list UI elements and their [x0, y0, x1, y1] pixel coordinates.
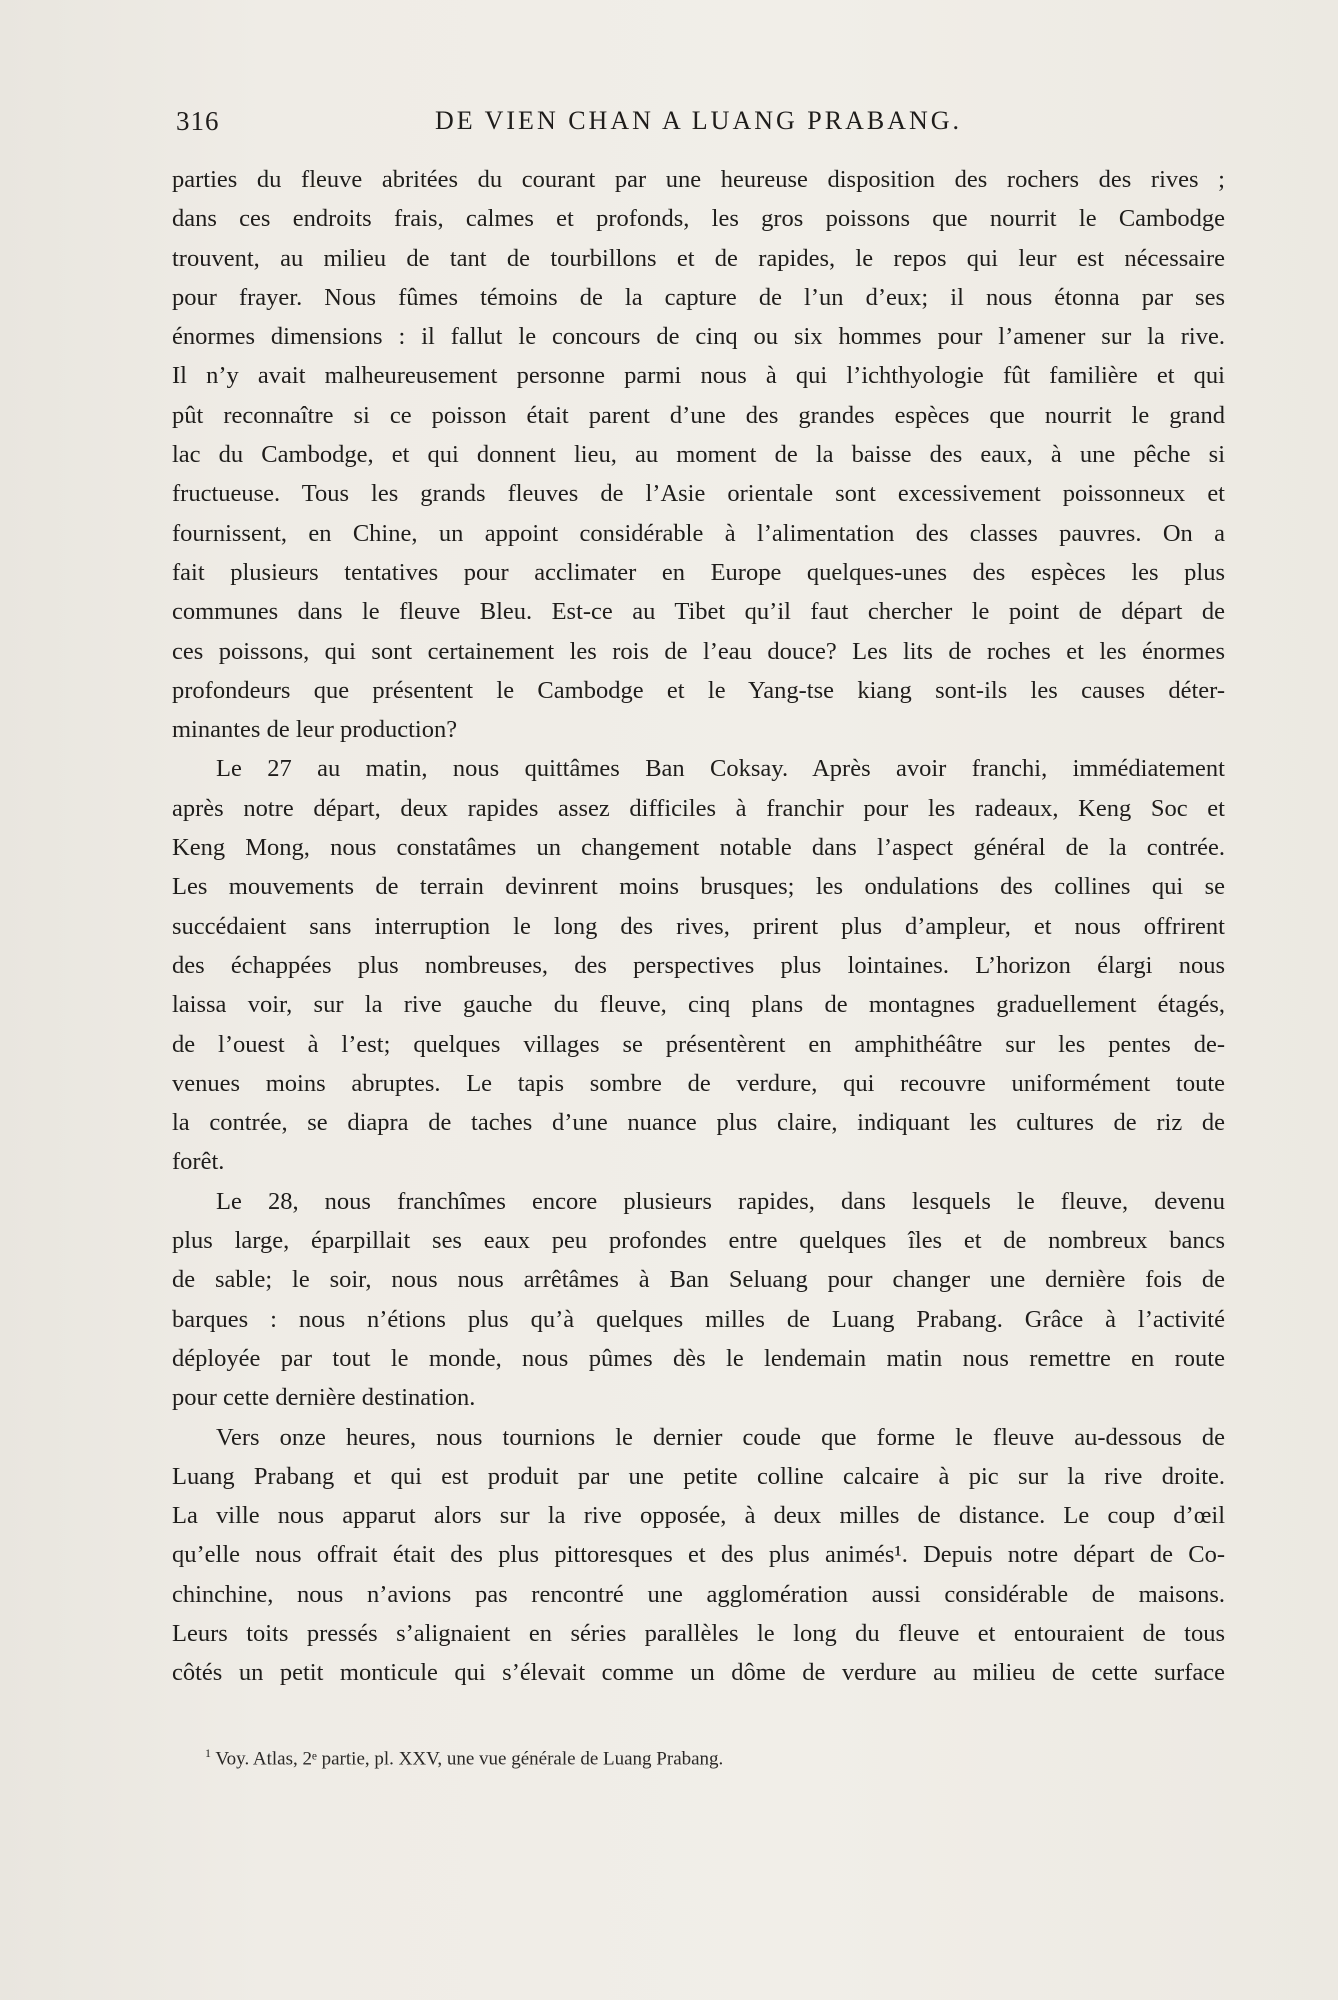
text-line: la contrée, se diapra de taches d’une nuance plus claire, indiquant les cultures de riz de	[172, 1109, 1225, 1137]
footnote-marker: 1	[205, 1746, 211, 1760]
text-line: de l’ouest à l’est; quelques villages se présentèrent en amphithéâtre sur les pentes de-	[172, 1030, 1225, 1058]
text-line: minantes de leur production?	[172, 716, 458, 744]
text-line: fructueuse. Tous les grands fleuves de l’Asie orientale sont excessivement poissonneux et	[172, 480, 1225, 508]
footnote-text: Voy. Atlas, 2ᵉ partie, pl. XXV, une vue générale de Luang Prabang.	[211, 1748, 724, 1770]
text-line: Le 28, nous franchîmes encore plusieurs rapides, dans lesquels le fleuve, devenu	[216, 1187, 1225, 1215]
paragraph	[172, 160, 1225, 749]
paragraph	[172, 1418, 1225, 1693]
text-line: plus large, éparpillait ses eaux peu profondes entre quelques îles et de nombreux bancs	[172, 1227, 1225, 1255]
paragraph	[172, 749, 1225, 1181]
text-line: ces poissons, qui sont certainement les rois de l’eau douce? Les lits de roches et les énormes	[172, 637, 1225, 665]
text-line: des échappées plus nombreuses, des perspectives plus lointaines. L’horizon élargi nous	[172, 951, 1225, 979]
text-line: profondeurs que présentent le Cambodge et le Yang-tse kiang sont-ils les causes déter-	[172, 676, 1225, 704]
text-line: parties du fleuve abritées du courant par une heureuse disposition des rochers des rives ;	[172, 166, 1225, 193]
text-line: pour cette dernière destination.	[172, 1384, 476, 1412]
text-line: après notre départ, deux rapides assez difficiles à franchir pour les radeaux, Keng Soc et	[172, 794, 1225, 822]
text-line: Luang Prabang et qui est produit par une petite colline calcaire à pic sur la rive droite.	[172, 1462, 1225, 1490]
text-line: forêt.	[172, 1148, 225, 1176]
text-line: La ville nous apparut alors sur la rive opposée, à deux milles de distance. Le coup d’œil	[172, 1502, 1225, 1530]
text-line: pour frayer. Nous fûmes témoins de la capture de l’un d’eux; il nous étonna par ses	[172, 283, 1225, 311]
text-line: fait plusieurs tentatives pour acclimater en Europe quelques-unes des espèces les plus	[172, 558, 1225, 586]
text-line: côtés un petit monticule qui s’élevait comme un dôme de verdure au milieu de cette surface	[172, 1659, 1225, 1687]
text-line: Vers onze heures, nous tournions le dernier coude que forme le fleuve au-dessous de	[216, 1423, 1225, 1451]
text-line: Il n’y avait malheureusement personne parmi nous à qui l’ichthyologie fût familière et qui	[172, 362, 1225, 390]
text-line: Leurs toits pressés s’alignaient en séries parallèles le long du fleuve et entouraient de tous	[172, 1619, 1225, 1647]
text-line: trouvent, au milieu de tant de tourbillons et de rapides, le repos qui leur est nécessaire	[172, 244, 1225, 272]
text-line: pût reconnaître si ce poisson était parent d’une des grandes espèces que nourrit le grand	[172, 401, 1225, 429]
text-line: succédaient sans interruption le long des rives, prirent plus d’ampleur, et nous offrirent	[172, 912, 1225, 940]
text-line: Keng Mong, nous constatâmes un changement notable dans l’aspect général de la contrée.	[172, 834, 1225, 862]
text-line: énormes dimensions : il fallut le concours de cinq ou six hommes pour l’amener sur la rive.	[172, 323, 1225, 351]
text-line: qu’elle nous offrait était des plus pittoresques et des plus animés¹. Depuis notre départ de Co-	[172, 1541, 1225, 1569]
page-body	[172, 160, 1225, 1693]
running-header	[172, 106, 1225, 140]
text-line: laissa voir, sur la rive gauche du fleuve, cinq plans de montagnes graduellement étagés,	[172, 991, 1225, 1019]
text-line: de sable; le soir, nous nous arrêtâmes à Ban Seluang pour changer une dernière fois de	[172, 1266, 1225, 1294]
footnote	[205, 1746, 723, 1770]
text-line: déployée par tout le monde, nous pûmes dès le lendemain matin nous remettre en route	[172, 1344, 1225, 1372]
running-title: DE VIEN CHAN A LUANG PRABANG.	[434, 106, 963, 135]
text-line: dans ces endroits frais, calmes et profonds, les gros poissons que nourrit le Cambodge	[172, 205, 1225, 233]
text-line: Le 27 au matin, nous quittâmes Ban Coksay. Après avoir franchi, immédiatement	[216, 755, 1225, 783]
paragraph	[172, 1182, 1225, 1418]
text-line: Les mouvements de terrain devinrent moins brusques; les ondulations des collines qui se	[172, 873, 1225, 901]
page-number: 316	[176, 106, 220, 136]
text-line: venues moins abruptes. Le tapis sombre de verdure, qui recouvre uniformément toute	[172, 1069, 1225, 1097]
text-line: communes dans le fleuve Bleu. Est-ce au Tibet qu’il faut chercher le point de départ de	[172, 598, 1225, 626]
text-line: lac du Cambodge, et qui donnent lieu, au moment de la baisse des eaux, à une pêche si	[172, 441, 1225, 469]
text-line: barques : nous n’étions plus qu’à quelques milles de Luang Prabang. Grâce à l’activité	[172, 1305, 1225, 1333]
text-line: chinchine, nous n’avions pas rencontré une agglomération aussi considérable de maisons.	[172, 1580, 1225, 1608]
text-line: fournissent, en Chine, un appoint considérable à l’alimentation des classes pauvres. On a	[172, 519, 1225, 547]
